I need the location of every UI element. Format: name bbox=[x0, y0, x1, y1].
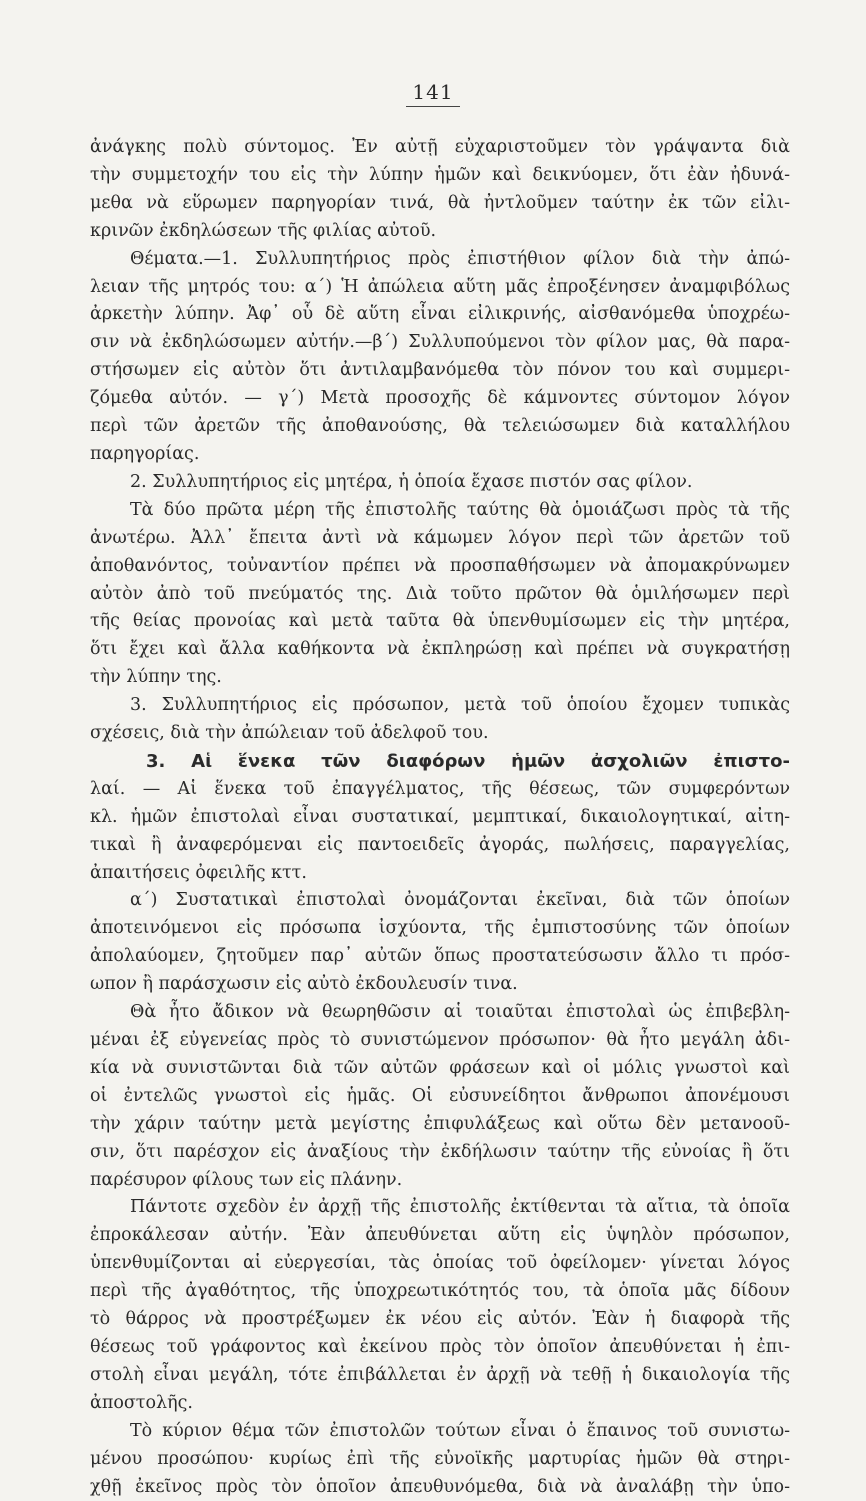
body-text bbox=[90, 134, 790, 1501]
text-line: τὸ θάρρος νὰ προστρέξωμεν ἐκ νέου εἰς αὐτόν. Ἐὰν ἡ διαφορὰ τῆς bbox=[90, 1306, 790, 1334]
subsection-heading-line: α΄) Συστατικαὶ ἐπιστολαὶ ὀνομάζονται ἐκεῖναι, διὰ τῶν ὁποίων bbox=[90, 887, 790, 915]
text-line: σιν νὰ ἐκδηλώσωμεν αὐτήν.—β΄) Συλλυπούμενοι τὸν φίλον μας, θὰ παρα- bbox=[90, 329, 790, 357]
page-number: 141 bbox=[0, 80, 866, 104]
text-line: ὑπενθυμίζονται αἱ εὐεργεσίαι, τὰς ὁποίας τοῦ ὀφείλομεν· γίνεται λόγος bbox=[90, 1250, 790, 1278]
text-line: ζόμεθα αὐτόν. — γ΄) Μετὰ προσοχῆς δὲ κάμνοντες σύντομον λόγον bbox=[90, 385, 790, 413]
text-line: κία νὰ συνιστῶνται διὰ τῶν αὐτῶν φράσεων καὶ οἱ μόλις γνωστοὶ καὶ bbox=[90, 1055, 790, 1083]
text-line: μεθα νὰ εὕρωμεν παρηγορίαν τινά, θὰ ἠντλοῦμεν ταύτην ἐκ τῶν εἰλι- bbox=[90, 190, 790, 218]
section-heading: 3. Αἱ ἕνεκα τῶν διαφόρων ἡμῶν ἀσχολιῶν ἐπιστο- bbox=[90, 748, 790, 776]
text-line: τικαὶ ἢ ἀναφερόμεναι εἰς παντοειδεῖς ἀγοράς, πωλήσεις, παραγγελίας, bbox=[90, 832, 790, 860]
topic-2-line: 2. Συλλυπητήριος εἰς μητέρα, ἡ ὁποία ἔχασε πιστόν σας φίλον. bbox=[90, 469, 790, 497]
text-line: τὴν χάριν ταύτην μετὰ μεγίστης ἐπιφυλάξεως καὶ οὕτω δὲν μετανοοῦ- bbox=[90, 1111, 790, 1139]
text-line: ἀνάγκης πολὺ σύντομος. Ἐν αὐτῇ εὐχαριστοῦμεν τὸν γράψαντα διὰ bbox=[90, 134, 790, 162]
text-line: λειαν τῆς μητρός του: α΄) Ἡ ἀπώλεια αὕτη μᾶς ἐπροξένησεν ἀναμφιβόλως bbox=[90, 274, 790, 302]
text-line: ἀπολαύομεν, ζητοῦμεν παρ᾽ αὐτῶν ὅπως προστατεύσωσιν ἄλλο τι πρόσ- bbox=[90, 943, 790, 971]
text-line: σιν, ὅτι παρέσχον εἰς ἀναξίους τὴν ἐκδήλωσιν ταύτην τῆς εὐνοίας ἢ ὅτι bbox=[90, 1139, 790, 1167]
text-line: χθῇ ἐκεῖνος πρὸς τὸν ὁποῖον ἀπευθυνόμεθα, διὰ νὰ ἀναλάβῃ τὴν ὑπο- bbox=[90, 1474, 790, 1501]
text-line: ἀποθανόντος, τοὐναντίον πρέπει νὰ προσπαθήσωμεν νὰ ἀπομακρύνωμεν bbox=[90, 553, 790, 581]
text-line: μέναι ἐξ εὐγενείας πρὸς τὸ συνιστώμενον πρόσωπον· θὰ ἦτο μεγάλη ἀδι- bbox=[90, 1027, 790, 1055]
text-line: Θὰ ἦτο ἄδικον νὰ θεωρηθῶσιν αἱ τοιαῦται ἐπιστολαὶ ὡς ἐπιβεβλη- bbox=[90, 999, 790, 1027]
text-line: κλ. ἡμῶν ἐπιστολαὶ εἶναι συστατικαί, μεμπτικαί, δικαιολογητικαί, αἰτη- bbox=[90, 804, 790, 832]
text-line: λαί. — Αἱ ἕνεκα τοῦ ἐπαγγέλματος, τῆς θέσεως, τῶν συμφερόντων bbox=[90, 776, 790, 804]
text-line: αὐτὸν ἀπὸ τοῦ πνεύματός της. Διὰ τοῦτο πρῶτον θὰ ὁμιλήσωμεν περὶ bbox=[90, 581, 790, 609]
text-line: ἐπροκάλεσαν αὐτήν. Ἐὰν ἀπευθύνεται αὕτη εἰς ὑψηλὸν πρόσωπον, bbox=[90, 1222, 790, 1250]
text-line: ἀπαιτήσεις ὀφειλῆς κττ. bbox=[90, 860, 790, 888]
text-line: Πάντοτε σχεδὸν ἐν ἀρχῇ τῆς ἐπιστολῆς ἐκτίθενται τὰ αἴτια, τὰ ὁποῖα bbox=[90, 1194, 790, 1222]
text-line: μένου προσώπου· κυρίως ἐπὶ τῆς εὐνοϊκῆς μαρτυρίας ἡμῶν θὰ στηρι- bbox=[90, 1446, 790, 1474]
text-line: παρηγορίας. bbox=[90, 441, 790, 469]
text-line: περὶ τῶν ἀρετῶν τῆς ἀποθανούσης, θὰ τελειώσωμεν διὰ καταλλήλου bbox=[90, 413, 790, 441]
text-line: παρέσυρον φίλους των εἰς πλάνην. bbox=[90, 1167, 790, 1195]
text-line: κρινῶν ἐκδηλώσεων τῆς φιλίας αὐτοῦ. bbox=[90, 218, 790, 246]
topics-heading-line: Θέματα.—1. Συλλυπητήριος πρὸς ἐπιστήθιον φίλον διὰ τὴν ἀπώ- bbox=[90, 246, 790, 274]
text-line: θέσεως τοῦ γράφοντος καὶ ἐκείνου πρὸς τὸν ὁποῖον ἀπευθύνεται ἡ ἐπι- bbox=[90, 1334, 790, 1362]
text-line: Τὰ δύο πρῶτα μέρη τῆς ἐπιστολῆς ταύτης θὰ ὁμοιάζωσι πρὸς τὰ τῆς bbox=[90, 497, 790, 525]
text-line: τῆς θείας προνοίας καὶ μετὰ ταῦτα θὰ ὑπενθυμίσωμεν εἰς τὴν μητέρα, bbox=[90, 608, 790, 636]
text-line: ἀνωτέρω. Ἀλλ᾽ ἔπειτα ἀντὶ νὰ κάμωμεν λόγον περὶ τῶν ἀρετῶν τοῦ bbox=[90, 525, 790, 553]
text-line: στολὴ εἶναι μεγάλη, τότε ἐπιβάλλεται ἐν ἀρχῇ νὰ τεθῇ ἡ δικαιολογία τῆς bbox=[90, 1362, 790, 1390]
text-line: στήσωμεν εἰς αὐτὸν ὅτι ἀντιλαμβανόμεθα τὸν πόνον του καὶ συμμερι- bbox=[90, 357, 790, 385]
text-line: Τὸ κύριον θέμα τῶν ἐπιστολῶν τούτων εἶναι ὁ ἔπαινος τοῦ συνιστω- bbox=[90, 1418, 790, 1446]
text-line: ὅτι ἔχει καὶ ἄλλα καθήκοντα νὰ ἐκπληρώσῃ καὶ πρέπει νὰ συγκρατήσῃ bbox=[90, 636, 790, 664]
text-line: ἀποτεινόμενοι εἰς πρόσωπα ἰσχύοντα, τῆς ἐμπιστοσύνης τῶν ὁποίων bbox=[90, 915, 790, 943]
text-line: ωπον ἢ παράσχωσιν εἰς αὐτὸ ἐκδουλευσίν τινα. bbox=[90, 971, 790, 999]
text-line: ἀποστολῆς. bbox=[90, 1390, 790, 1418]
text-line: περὶ τῆς ἀγαθότητος, τῆς ὑποχρεωτικότητός του, τὰ ὁποῖα μᾶς δίδουν bbox=[90, 1278, 790, 1306]
text-line: τὴν συμμετοχήν του εἰς τὴν λύπην ἡμῶν καὶ δεικνύομεν, ὅτι ἐὰν ἠδυνά- bbox=[90, 162, 790, 190]
text-line: οἱ ἐντελῶς γνωστοὶ εἰς ἡμᾶς. Οἱ εὐσυνείδητοι ἄνθρωποι ἀπονέμουσι bbox=[90, 1083, 790, 1111]
text-line: τὴν λύπην της. bbox=[90, 664, 790, 692]
topic-3-line: 3. Συλλυπητήριος εἰς πρόσωπον, μετὰ τοῦ ὁποίου ἔχομεν τυπικὰς bbox=[90, 692, 790, 720]
text-line: σχέσεις, διὰ τὴν ἀπώλειαν τοῦ ἀδελφοῦ του. bbox=[90, 720, 790, 748]
text-line: ἀρκετὴν λύπην. Ἀφ᾽ οὗ δὲ αὕτη εἶναι εἰλικρινής, αἰσθανόμεθα ὑποχρέω- bbox=[90, 301, 790, 329]
